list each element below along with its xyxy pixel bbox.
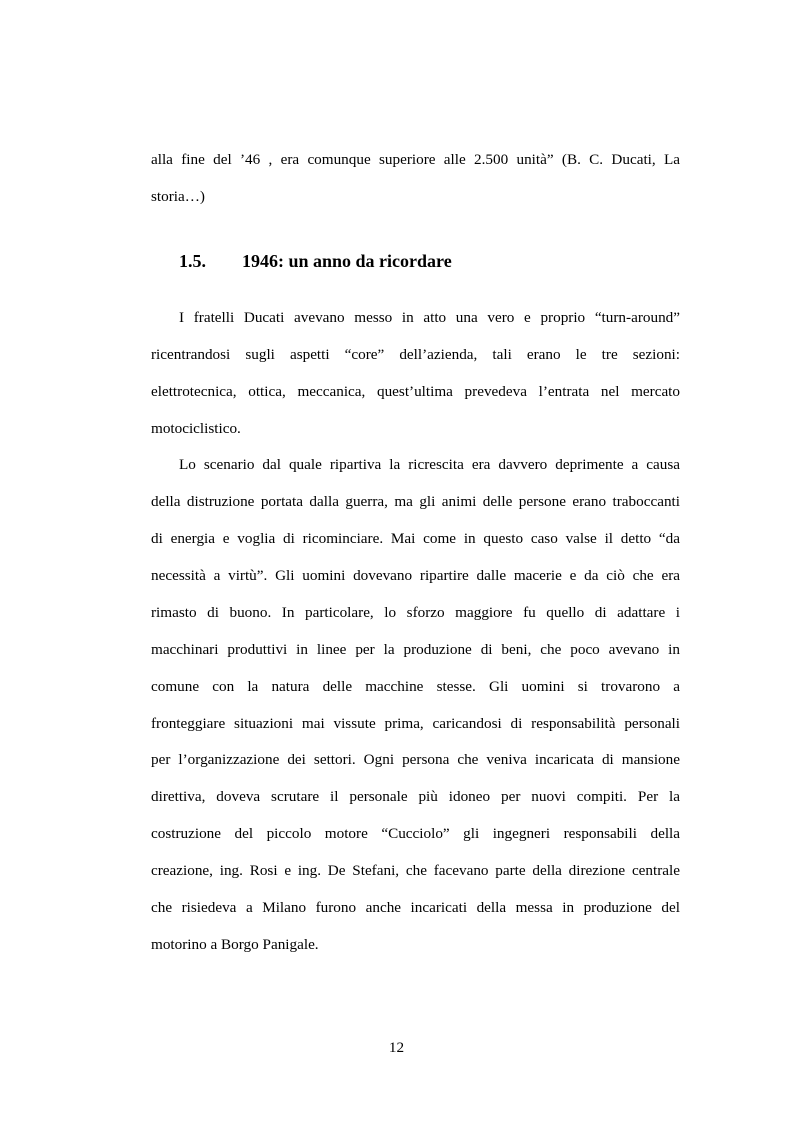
paragraph-line: Lo scenario dal quale ripartiva la ricrescita era davvero deprimente a causa [179, 456, 680, 473]
paragraph-line: costruzione del piccolo motore “Cucciolo” gli ingegneri responsabili della [151, 825, 680, 842]
paragraph-line: creazione, ing. Rosi e ing. De Stefani, che facevano parte della direzione centrale [151, 862, 680, 879]
paragraph-line: macchinari produttivi in linee per la produzione di beni, che poco avevano in [151, 641, 680, 658]
page-number: 12 [388, 1039, 405, 1056]
section-number: 1.5. [179, 251, 206, 271]
paragraph-line: motociclistico. [151, 420, 241, 437]
paragraph-line: fronteggiare situazioni mai vissute prima, caricandosi di responsabilità personali [151, 715, 680, 732]
intro-line: alla fine del ’46 , era comunque superiore alle 2.500 unità” (B. C. Ducati, La [151, 151, 680, 168]
paragraph-line: di energia e voglia di ricominciare. Mai come in questo caso valse il detto “da [151, 530, 680, 547]
paragraph-line: necessità a virtù”. Gli uomini dovevano ripartire dalle macerie e da ciò che era [151, 567, 680, 584]
paragraph-line: ricentrandosi sugli aspetti “core” dell’azienda, tali erano le tre sezioni: [151, 346, 680, 363]
paragraph-line: della distruzione portata dalla guerra, ma gli animi delle persone erano traboccanti [151, 493, 680, 510]
section-title: 1946: un anno da ricordare [242, 251, 452, 271]
paragraph-line: direttiva, doveva scrutare il personale più idoneo per nuovi compiti. Per la [151, 788, 680, 805]
paragraph-line: che risiedeva a Milano furono anche incaricati della messa in produzione del [151, 899, 680, 916]
paragraph-line: elettrotecnica, ottica, meccanica, quest’ultima prevedeva l’entrata nel mercato [151, 383, 680, 400]
paragraph-line: comune con la natura delle macchine stesse. Gli uomini si trovarono a [151, 678, 680, 695]
intro-line: storia…) [151, 188, 205, 205]
paragraph-line: rimasto di buono. In particolare, lo sforzo maggiore fu quello di adattare i [151, 604, 680, 621]
paragraph-line: motorino a Borgo Panigale. [151, 936, 319, 953]
paragraph-line: per l’organizzazione dei settori. Ogni persona che veniva incaricata di mansione [151, 751, 680, 768]
paragraph-line: I fratelli Ducati avevano messo in atto una vero e proprio “turn-around” [179, 309, 680, 326]
